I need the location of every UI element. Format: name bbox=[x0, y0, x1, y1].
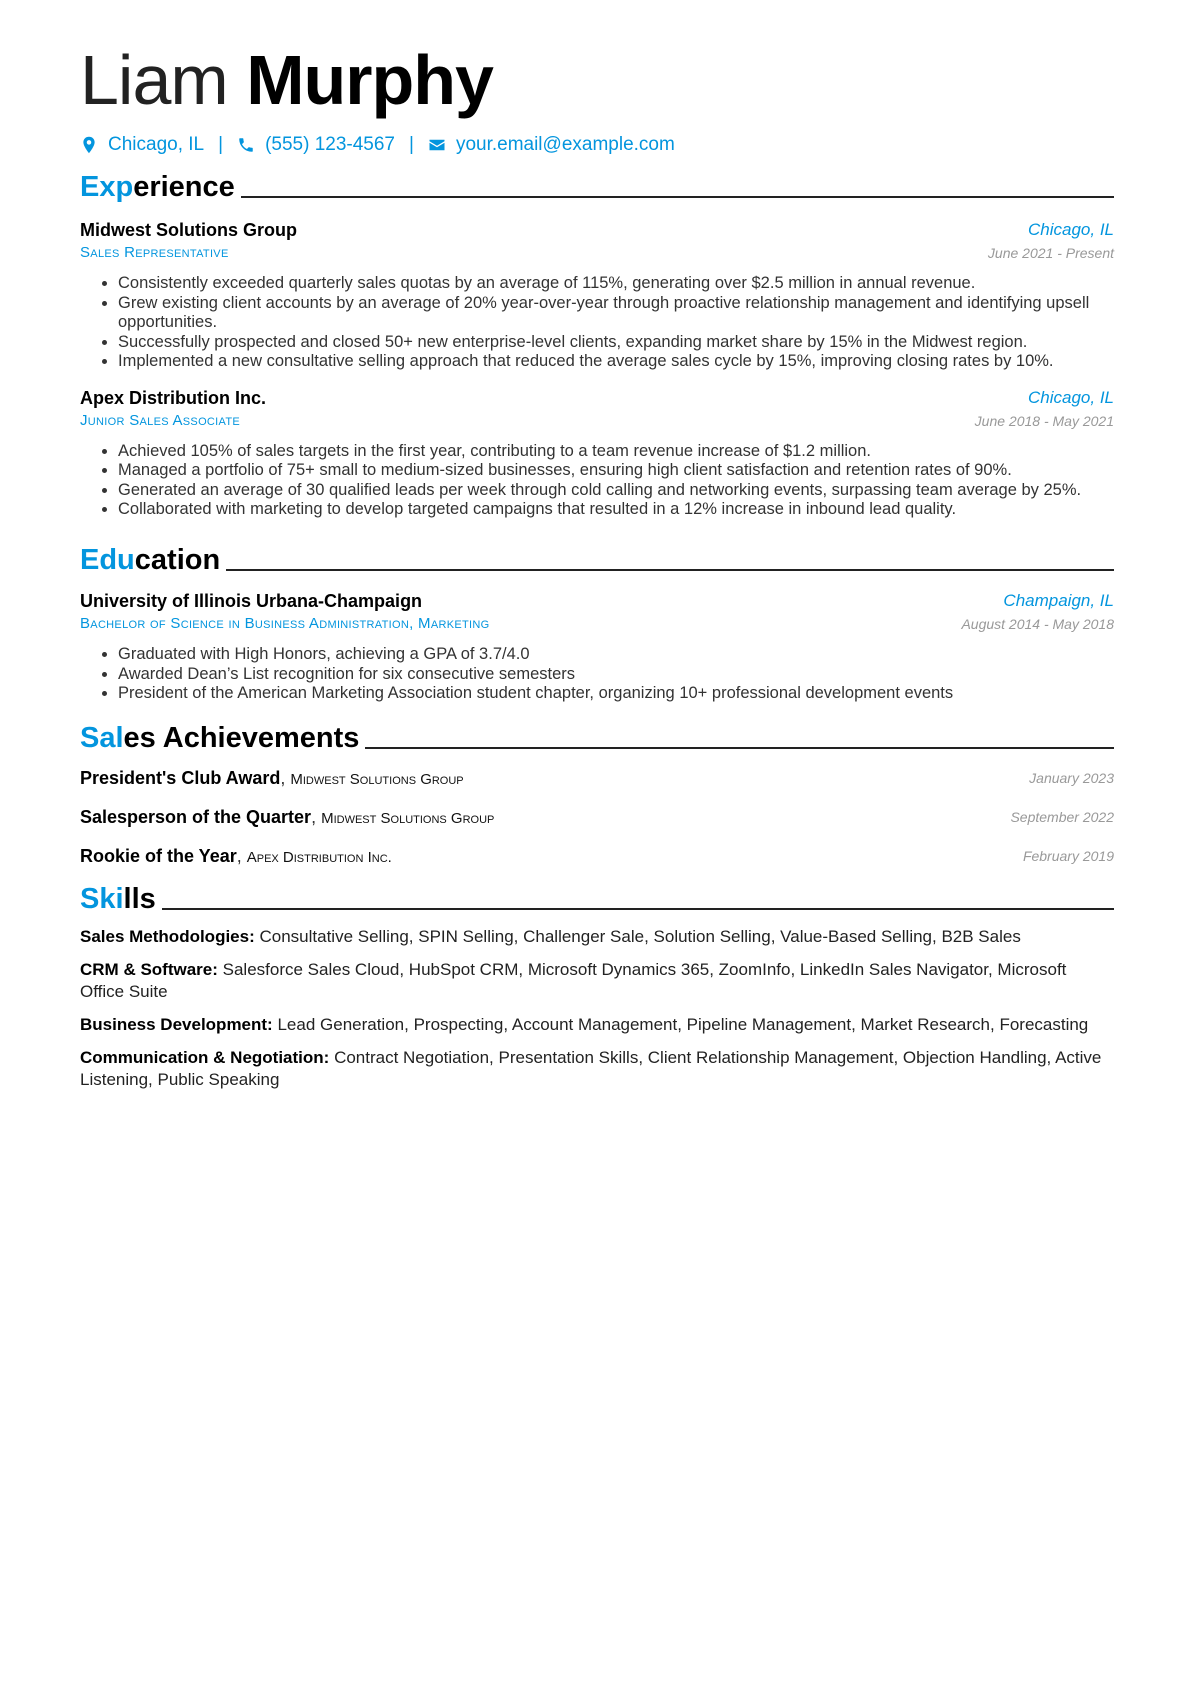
job-title: Junior Sales Associate bbox=[80, 411, 240, 429]
achievement-item: President's Club Award, Midwest Solutions Group January 2023 bbox=[80, 768, 1114, 788]
award-title: President's Club Award bbox=[80, 768, 281, 788]
heading-rest: erience bbox=[133, 171, 235, 203]
skill-value: Salesforce Sales Cloud, HubSpot CRM, Microsoft Dynamics 365, ZoomInfo, LinkedIn Sales Navigator, Microsoft Office Suite bbox=[80, 960, 1067, 1001]
experience-entry bbox=[80, 386, 1114, 520]
location: Champaign, IL bbox=[1003, 591, 1114, 610]
heading-rest: lls bbox=[123, 883, 156, 915]
last-name: Murphy bbox=[246, 41, 493, 119]
skill-value: Lead Generation, Prospecting, Account Management, Pipeline Management, Market Research, Forecasting bbox=[277, 1015, 1089, 1034]
bullet-list bbox=[80, 274, 1114, 372]
skill-row bbox=[80, 959, 1114, 1003]
heading-accent: Ski bbox=[80, 883, 124, 915]
company-name: Apex Distribution Inc. bbox=[80, 387, 267, 408]
bullet: • Implemented a new consultative selling approach that reduced the average sales cycle by 15%, improving closing rates by 10%. bbox=[118, 352, 1114, 372]
award-org: Midwest Solutions Group bbox=[290, 771, 464, 788]
skill-value: Contract Negotiation, Presentation Skills, Client Relationship Management, Objection Handling, Active Listening, Public Speaking bbox=[80, 1048, 1102, 1089]
bullet: • Grew existing client accounts by an average of 20% year-over-year through proactive relationship management and identifying upsell opportunities. bbox=[118, 294, 1114, 333]
award-date: January 2023 bbox=[1029, 770, 1114, 786]
dates: June 2018 - May 2021 bbox=[974, 412, 1114, 429]
separator: | bbox=[218, 134, 224, 155]
skill-label: Communication & Negotiation: bbox=[80, 1048, 330, 1067]
dates: August 2014 - May 2018 bbox=[961, 616, 1114, 632]
school-name: University of Illinois Urbana-Champaign bbox=[80, 591, 423, 611]
first-name: Liam bbox=[80, 41, 228, 119]
heading-rule bbox=[241, 196, 1114, 198]
bullet: • Consistently exceeded quarterly sales quotas by an average of 115%, generating over $2.5 million in annual revenue. bbox=[118, 274, 1114, 294]
skill-value: Consultative Selling, SPIN Selling, Challenger Sale, Solution Selling, Value-Based Selling, B2B Sales bbox=[259, 927, 1021, 946]
award-date: February 2019 bbox=[1022, 848, 1114, 864]
skill-label: Business Development: bbox=[80, 1015, 273, 1034]
bullet: • Achieved 105% of sales targets in the first year, contributing to a team revenue increase of $1.2 million. bbox=[118, 442, 1114, 462]
section-heading bbox=[80, 880, 1114, 916]
map-marker-icon bbox=[80, 136, 98, 154]
heading-rule bbox=[162, 908, 1114, 910]
skill-row bbox=[80, 926, 1114, 948]
separator: | bbox=[409, 134, 414, 155]
bullet-list bbox=[80, 442, 1114, 520]
heading-accent: Sal bbox=[80, 722, 124, 754]
experience-section bbox=[80, 168, 1114, 520]
award-title: Salesperson of the Quarter bbox=[80, 807, 312, 827]
education-entry bbox=[80, 589, 1114, 704]
section-heading bbox=[80, 541, 1114, 577]
degree: Bachelor of Science in Business Administration, Marketing bbox=[80, 615, 490, 632]
location: Chicago, IL bbox=[1028, 387, 1114, 407]
section-heading bbox=[80, 168, 1114, 204]
contact-phone[interactable]: (555) 123-4567 bbox=[265, 134, 395, 155]
award-date: September 2022 bbox=[1010, 809, 1114, 825]
education-section bbox=[80, 541, 1114, 704]
bullet: • Generated an average of 30 qualified leads per week through cold calling and networking events, surpassing team average by 25%. bbox=[118, 481, 1114, 501]
award-title: Rookie of the Year bbox=[80, 846, 237, 866]
achievement-item: Salesperson of the Quarter, Midwest Solutions Group September 2022 bbox=[80, 807, 1114, 827]
achievements-section bbox=[80, 719, 1114, 883]
heading-rest: es Achievements bbox=[123, 722, 360, 754]
phone-icon bbox=[237, 136, 255, 154]
heading-accent: Exp bbox=[80, 171, 134, 203]
company-name: Midwest Solutions Group bbox=[80, 220, 297, 240]
award-org: Midwest Solutions Group bbox=[321, 810, 495, 827]
award-org: Apex Distribution Inc. bbox=[246, 849, 392, 866]
bullet: • Managed a portfolio of 75+ small to medium-sized businesses, ensuring high client satisfaction and retention rates of 90%. bbox=[118, 461, 1114, 481]
skill-label: CRM & Software: bbox=[80, 960, 218, 979]
skill-label: Sales Methodologies: bbox=[80, 927, 255, 946]
section-heading bbox=[80, 719, 1114, 755]
contact-email[interactable]: your.email@example.com bbox=[455, 134, 675, 155]
job-title: Sales Representative bbox=[80, 244, 229, 261]
skill-row bbox=[80, 1014, 1114, 1036]
heading-rule bbox=[365, 747, 1114, 749]
candidate-name bbox=[80, 40, 493, 120]
heading-rest: cation bbox=[134, 544, 221, 576]
bullet: • Successfully prospected and closed 50+ new enterprise-level clients, expanding market share by 15% in the Midwest region. bbox=[118, 333, 1114, 353]
experience-entry bbox=[80, 218, 1114, 372]
contact-location: Chicago, IL bbox=[108, 134, 205, 155]
dates: June 2021 - Present bbox=[987, 245, 1114, 261]
heading-rule bbox=[226, 569, 1114, 571]
contact-bar bbox=[80, 134, 675, 156]
heading-accent: Edu bbox=[80, 544, 135, 576]
envelope-icon bbox=[428, 136, 446, 154]
bullet: • Collaborated with marketing to develop targeted campaigns that resulted in a 12% increase in inbound lead quality. bbox=[118, 500, 1114, 520]
skills-section bbox=[80, 880, 1114, 1102]
achievement-item: Rookie of the Year, Apex Distribution Inc. February 2019 bbox=[80, 846, 1114, 866]
skill-row bbox=[80, 1047, 1114, 1091]
bullet: • President of the American Marketing Association student chapter, organizing 10+ professional development events bbox=[118, 684, 1114, 704]
bullet: • Graduated with High Honors, achieving a GPA of 3.7/4.0 bbox=[118, 645, 1114, 665]
location: Chicago, IL bbox=[1028, 220, 1114, 239]
bullet-list bbox=[80, 645, 1114, 704]
bullet: • Awarded Dean’s List recognition for six consecutive semesters bbox=[118, 665, 1114, 685]
